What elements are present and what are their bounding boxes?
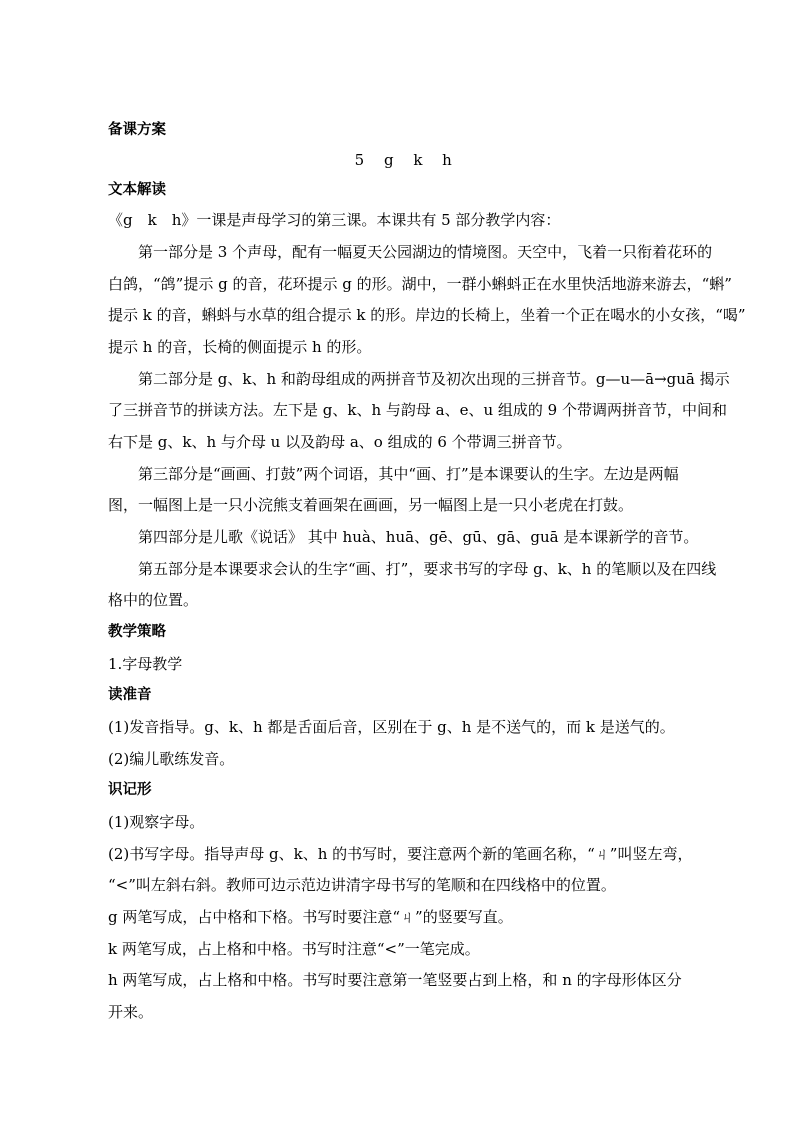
paragraph-line: 第四部分是儿歌《说话》 其中 huà、huā、gē、gū、gā、guā 是本课新学的音节。	[138, 528, 699, 546]
paragraph-line: 图，一幅图上是一只小浣熊支着画架在画画，另一幅图上是一只小老虎在打鼓。	[108, 496, 634, 514]
strategy-line: h 两笔写成，占上格和中格。书写时要注意第一笔竖要占到上格，和 n 的字母形体区分	[108, 971, 682, 989]
section-heading-strategy: 教学策略	[108, 624, 166, 640]
paragraph-line: 白鸽，“鸽”提示 g 的音，花环提示 g 的形。湖中，一群小蝌蚪正在水里快活地游来游去，“蝌”	[108, 275, 732, 293]
paragraph-line: 右下是 g、k、h 与介母 u 以及韵母 a、o 组成的 6 个带调三拼音节。	[108, 433, 572, 451]
strategy-line: g 两笔写成，占中格和下格。书写时要注意“ㄐ”的竖要写直。	[108, 908, 513, 926]
subheading-letter-teaching: 1.字母教学	[108, 655, 183, 673]
paragraph-line: 《g k h》一课是声母学习的第三课。本课共有 5 部分教学内容：	[108, 211, 561, 229]
paragraph-line: 了三拼音节的拼读方法。左下是 g、k、h 与韵母 a、e、u 组成的 9 个带调两拼音节，中间和	[108, 401, 727, 419]
strategy-line: (2)编儿歌练发音。	[108, 750, 235, 768]
paragraph-line: 第三部分是“画画、打鼓”两个词语，其中“画、打”是本课要认的生字。左边是两幅	[138, 465, 679, 483]
strategy-line: “<”叫左斜右斜。教师可边示范边讲清字母书写的笔顺和在四线格中的位置。	[108, 876, 616, 894]
paragraph-line: 提示 k 的音，蝌蚪与水草的组合提示 k 的形。岸边的长椅上，坐着一个正在喝水的小女孩，“喝”	[108, 306, 746, 324]
strategy-line: (1)发音指导。g、k、h 都是舌面后音，区别在于 g、h 是不送气的，而 k 是送气的。	[108, 718, 675, 736]
strategy-line: (2)书写字母。指导声母 g、k、h 的书写时，要注意两个新的笔画名称，“ㄐ”叫竖左弯，	[108, 845, 693, 863]
section-heading-text-reading: 文本解读	[108, 182, 166, 198]
subheading-read-sound: 读准音	[108, 687, 152, 703]
paragraph-line: 第一部分是 3 个声母，配有一幅夏天公园湖边的情境图。天空中，飞着一只衔着花环的	[138, 243, 713, 261]
strategy-line: 开来。	[108, 1003, 154, 1021]
paragraph-line: 第五部分是本课要求会认的生字“画、打”，要求书写的字母 g、k、h 的笔顺以及在四线	[138, 560, 717, 578]
strategy-line: k 两笔写成，占上格和中格。书写时注意“<”一笔完成。	[108, 940, 480, 958]
strategy-line: (1)观察字母。	[108, 813, 205, 831]
lesson-title: 5 g k h	[354, 151, 460, 169]
subheading-recognize-shape: 识记形	[108, 782, 152, 798]
paragraph-line: 第二部分是 g、k、h 和韵母组成的两拼音节及初次出现的三拼音节。g—u—ā→guā 揭示	[138, 370, 730, 388]
paragraph-line: 提示 h 的音，长椅的侧面提示 h 的形。	[108, 338, 372, 356]
paragraph-line: 格中的位置。	[108, 591, 199, 609]
plan-label: 备课方案	[108, 122, 166, 138]
